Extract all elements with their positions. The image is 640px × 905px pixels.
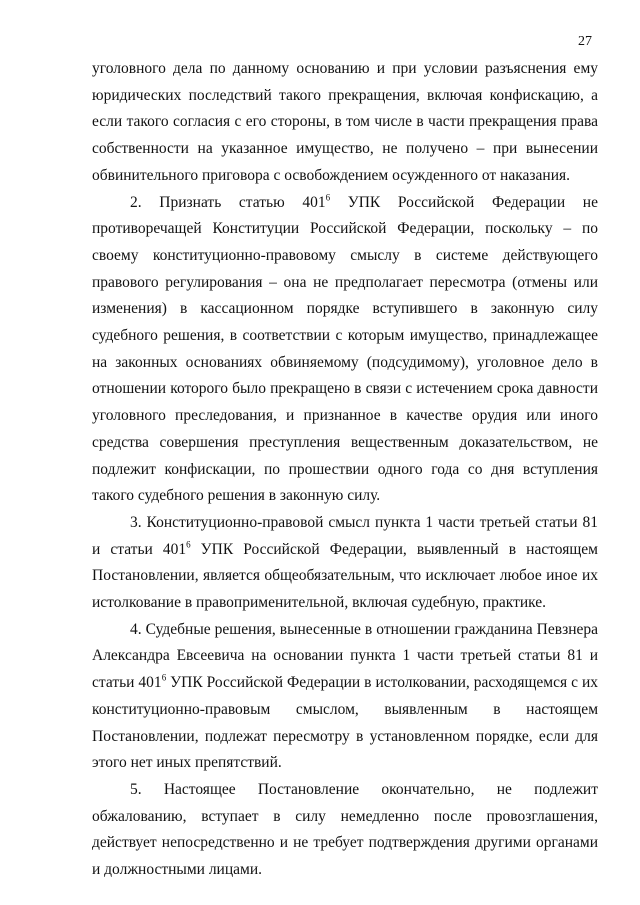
paragraph-continuation: уголовного дела по данному основанию и при условии разъяснения ему юридических последствий такого прекращения, включая конфискацию, а если такого согласия с его стороны, в том числе в части прекращения права собственности на указанное имущество, не получено – при вынесении обвинительного приговора с освобождением осужденного от наказания. xyxy=(92,60,598,184)
paragraph-item-4 xyxy=(92,617,598,777)
paragraph-item-2-text-start: 2. Признать статью 401 xyxy=(130,193,326,211)
paragraph-item-2 xyxy=(92,190,598,510)
paragraph-item-4-text-end: УПК Российской Федерации в истолковании, расходящемся с их конституционно-правовым смыслом, выявленным в настоящем Постановлении, подлежат пересмотру в установленном порядке, если для этого нет иных препятствий. xyxy=(92,674,598,772)
page-number: 27 xyxy=(578,34,592,49)
paragraph-item-3 xyxy=(92,510,598,617)
article-superscript: 6 xyxy=(161,672,167,683)
document-body xyxy=(92,56,598,884)
article-superscript: 6 xyxy=(325,192,331,203)
article-superscript: 6 xyxy=(186,539,191,550)
paragraph-item-4-text-start: 4. Судебные решения, вынесенные в отношении гражданина Певзнера Александра Евсеевича на основании пункта 1 части третьей статьи 81 и статьи 401 xyxy=(92,620,598,692)
paragraph-item-3-text-start: 3. Конституционно-правовой смысл пункта 1 части третьей статьи 81 и статьи 401 xyxy=(92,513,598,558)
paragraph-item-2-text-end: УПК Российской Федерации не противоречащей Конституции Российской Федерации, поскольку – по своему конституционно-правовому смыслу в системе действующего правового регулирования – она не предполагает пересмотра (отмены или изменения) в кассационном порядке вступившего в законную силу судебного решения, в соответствии с которым имущество, принадлежащее на законных основаниях обвиняемому (подсудимому), уголовное дело в отношении которого было прекращено в связи с истечением срока давности уголовного преследования, и признанное в качестве орудия или иного средства совершения преступления вещественным доказательством, не подлежит конфискации, по прошествии одного года со дня вступления такого судебного решения в законную силу. xyxy=(92,193,598,505)
paragraph-item-3-text-end: УПК Российской Федерации, выявленный в настоящем Постановлении, является общеобязательным, что исключает любое иное их истолкование в правоприменительной, включая судебную, практике. xyxy=(92,540,598,612)
paragraph-item-5: 5. Настоящее Постановление окончательно, не подлежит обжалованию, вступает в силу немедленно после провозглашения, действует непосредственно и не требует подтверждения другими органами и должностными лицами. xyxy=(92,780,598,879)
